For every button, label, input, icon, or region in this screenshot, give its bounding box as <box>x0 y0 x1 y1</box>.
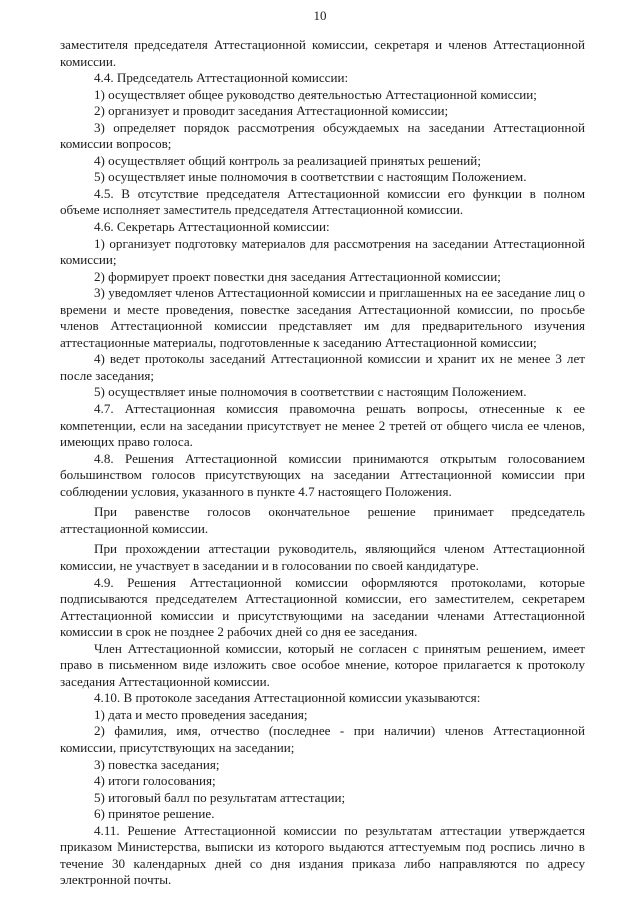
clause-4-8: 4.8. Решения Аттестационной комиссии принимаются открытым голосованием большинством голосов присутствующих на заседании Аттестационной комиссии при соблюдении условия, указанного в пункте 4.7 настоящего Положения. <box>60 450 585 499</box>
clause-4-9: 4.9. Решения Аттестационной комиссии оформляются протоколами, которые подписываются председателем Аттестационной комиссии, его заместителем, секретарем Аттестационной комиссии и присутствующими на заседании членами Аттестационной комиссии в срок не позднее 2 рабочих дней со дня ее заседания. <box>60 574 585 640</box>
list-item-4-4-3: 3) определяет порядок рассмотрения обсуждаемых на заседании Аттестационной комиссии вопросов; <box>60 119 585 152</box>
list-item-4-4-4: 4) осуществляет общий контроль за реализацией принятых решений; <box>94 152 481 168</box>
list-item-4-10-4: 4) итоги голосования; <box>94 773 216 789</box>
clause-4-9-dissent: Член Аттестационной комиссии, который не согласен с принятым решением, имеет право в письменном виде изложить свое особое мнение, которое прилагается к протоколу заседания Аттестационной комиссии. <box>60 640 585 689</box>
clause-4-6-heading: 4.6. Секретарь Аттестационной комиссии: <box>94 219 330 235</box>
list-item-4-6-5: 5) осуществляет иные полномочия в соответствии с настоящим Положением. <box>94 384 527 400</box>
clause-4-7: 4.7. Аттестационная комиссия правомочна решать вопросы, отнесенные к ее компетенции, если на заседании присутствует не менее 2 третей от общего числа ее членов, имеющих право голоса. <box>60 401 585 450</box>
clause-4-10-heading: 4.10. В протоколе заседания Аттестационной комиссии указываются: <box>94 690 481 706</box>
list-item-4-4-5: 5) осуществляет иные полномочия в соответствии с настоящим Положением. <box>94 169 527 185</box>
list-item-4-10-1: 1) дата и место проведения заседания; <box>94 706 308 722</box>
paragraph-continuation: заместителя председателя Аттестационной комиссии, секретаря и членов Аттестационной комиссии. <box>60 37 585 69</box>
list-item-4-6-2: 2) формирует проект повестки дня заседания Аттестационной комиссии; <box>94 268 501 284</box>
list-item-4-6-1: 1) организует подготовку материалов для рассмотрения на заседании Аттестационной комиссии; <box>60 235 585 268</box>
list-item-4-10-5: 5) итоговый балл по результатам аттестации; <box>94 789 346 805</box>
page-number: 10 <box>313 8 327 23</box>
clause-4-8-tie: При равенстве голосов окончательное решение принимает председатель аттестационной комиссии. <box>60 504 585 536</box>
clause-4-8-recusal: При прохождении аттестации руководитель, являющийся членом Аттестационной комиссии, не участвует в заседании и в голосовании по своей кандидатуре. <box>60 541 585 573</box>
list-item-4-10-3: 3) повестка заседания; <box>94 756 220 772</box>
list-item-4-10-6: 6) принятое решение. <box>94 806 215 822</box>
list-item-4-4-1: 1) осуществляет общее руководство деятельностью Аттестационной комиссии; <box>94 86 537 102</box>
document-body <box>60 37 585 889</box>
list-item-4-6-3: 3) уведомляет членов Аттестационной комиссии и приглашенных на ее заседание лиц о времени и месте проведения, повестке заседания Аттестационной комиссии, по просьбе членов Аттестационной комиссии представляет им для предварительного изучения аттестационные материалы, подготовленные к заседанию Аттестационной комиссии; <box>60 285 585 350</box>
clause-4-4-heading: 4.4. Председатель Аттестационной комиссии: <box>94 70 349 86</box>
clause-4-5: 4.5. В отсутствие председателя Аттестационной комиссии его функции в полном объеме исполняет заместитель председателя Аттестационной комиссии. <box>60 185 585 218</box>
list-item-4-10-2: 2) фамилия, имя, отчество (последнее - при наличии) членов Аттестационной комиссии, присутствующих на заседании; <box>60 723 585 755</box>
clause-4-11: 4.11. Решение Аттестационной комиссии по результатам аттестации утверждается приказом Министерства, выписки из которого выдаются аттестуемым под роспись лично в течение 30 календарных дней со дня издания приказа либо направляются по адресу электронной почты. <box>60 822 585 888</box>
list-item-4-4-2: 2) организует и проводит заседания Аттестационной комиссии; <box>94 103 449 119</box>
list-item-4-6-4: 4) ведет протоколы заседаний Аттестационной комиссии и хранит их не менее 3 лет после заседания; <box>60 351 585 383</box>
